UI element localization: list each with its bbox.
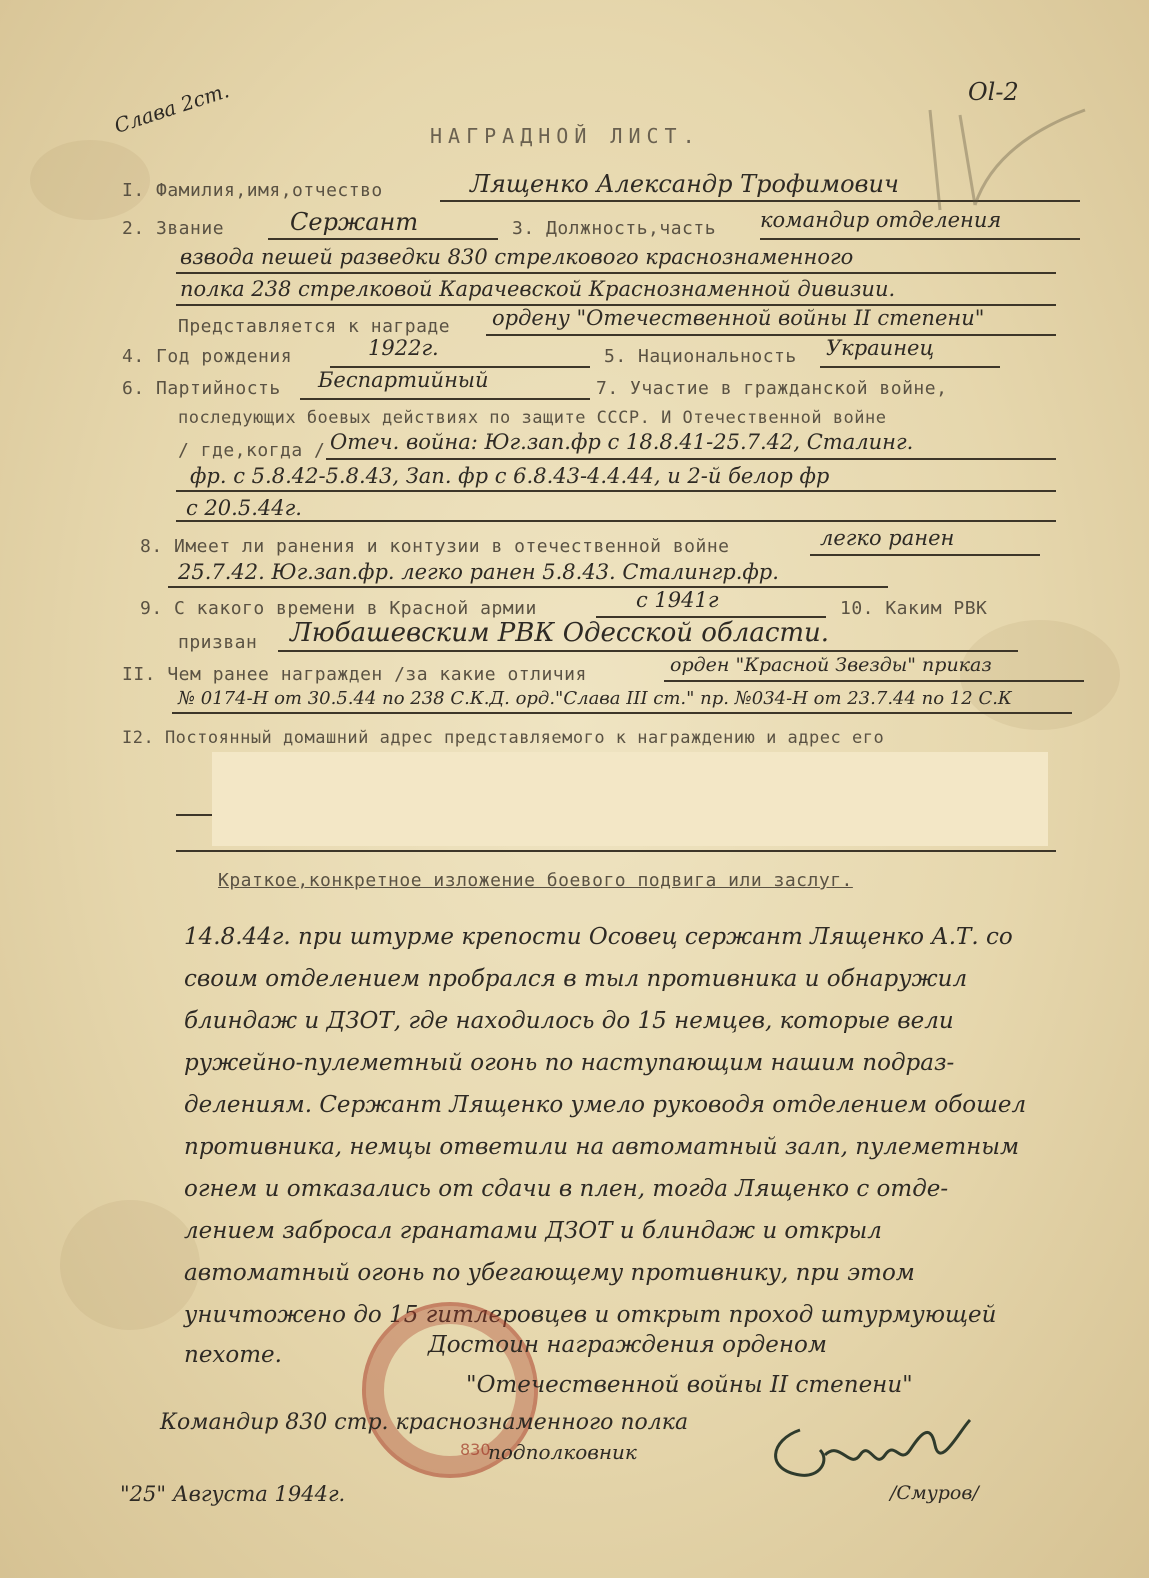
- underline: [326, 458, 1056, 460]
- underline: [486, 334, 1056, 336]
- underline: [168, 586, 888, 588]
- commander-name: /Смуров/: [890, 1482, 979, 1504]
- narrative-line: 14.8.44г. при штурме крепости Осовец сержант Лященко А.Т. со: [184, 924, 1013, 950]
- redacted-address: [212, 752, 1048, 846]
- field-label-drafted: призван: [178, 632, 258, 653]
- field-value-wounds-detail: 25.7.42. Юг.зап.фр. легко ранен 5.8.43. Сталингр.фр.: [178, 560, 779, 584]
- field-value-award: ордену "Отечественной войны II степени": [492, 306, 985, 330]
- section-title: Краткое,конкретное изложение боевого подвига или заслуг.: [218, 870, 853, 891]
- field-value-position-cont: взвода пешей разведки 830 стрелкового краснознаменного: [180, 245, 854, 269]
- field-value-prev-awards: орден "Красной Звезды" приказ: [670, 654, 992, 676]
- field-label-where: / где,когда /: [178, 440, 326, 461]
- field-label-rvk: 10. Каким РВК: [840, 598, 988, 619]
- narrative-line: пехоте.: [184, 1342, 282, 1368]
- field-value-service2: фр. с 5.8.42-5.8.43, Зап. фр с 6.8.43-4.4.44, и 2-й белор фр: [190, 464, 830, 488]
- underline: [176, 850, 1056, 852]
- field-label-position: 3. Должность,часть: [512, 218, 717, 239]
- underline: [172, 712, 1072, 714]
- corner-note-right: Ol-2: [968, 78, 1019, 106]
- field-label-prev-awards: II. Чем ранее награжден /за какие отличия: [122, 664, 587, 685]
- field-value-prev-awards-detail: № 0174-Н от 30.5.44 по 238 С.К.Д. орд."Слава III ст." пр. №034-Н от 23.7.44 по 12 С.К: [178, 688, 1012, 709]
- field-value-rank: Сержант: [290, 208, 419, 236]
- field-label-combat: последующих боевых действиях по защите СССР. И Отечественной войне: [178, 408, 887, 428]
- field-value-army-since: с 1941г: [636, 588, 719, 612]
- field-value-service1: Отеч. война: Юг.зап.фр с 18.8.41-25.7.42, Сталинг.: [330, 430, 914, 454]
- field-value-birthyear: 1922г.: [368, 336, 439, 360]
- underline: [278, 650, 1018, 652]
- commander-position: Командир 830 стр. краснознаменного полка: [160, 1410, 689, 1435]
- field-label-award: Представляется к награде: [178, 316, 451, 337]
- narrative-line: лением забросал гранатами ДЗОТ и блиндаж и открыл: [184, 1218, 882, 1244]
- field-value-position: командир отделения: [760, 208, 1002, 232]
- field-label-nationality: 5. Национальность: [604, 346, 797, 367]
- document-title: НАГРАДНОЙ ЛИСТ.: [430, 124, 701, 148]
- seal-text: 830: [460, 1440, 491, 1459]
- narrative-line: своим отделением пробрался в тыл противника и обнаружил: [184, 966, 968, 992]
- narrative-line: автоматный огонь по убегающему противнику, при этом: [184, 1260, 915, 1286]
- underline: [268, 238, 498, 240]
- underline: [176, 272, 1056, 274]
- narrative-line: уничтожено до 15 гитлеровцев и открыт проход штурмующей: [184, 1302, 997, 1328]
- handwritten-signature: [760, 1400, 980, 1490]
- field-value-name: Лященко Александр Трофимович: [470, 170, 899, 198]
- field-label-army-since: 9. С какого времени в Красной армии: [140, 598, 537, 619]
- underline: [820, 366, 1000, 368]
- underline: [176, 520, 1056, 522]
- narrative-line: блиндаж и ДЗОТ, где находилось до 15 немцев, которые вели: [184, 1008, 954, 1034]
- underline: [760, 238, 1080, 240]
- narrative-line: ружейно-пулеметный огонь по наступающим нашим подраз-: [184, 1050, 955, 1076]
- narrative-line: огнем и отказались от сдачи в плен, тогда Лященко с отде-: [184, 1176, 949, 1202]
- commander-rank: подполковник: [488, 1440, 637, 1464]
- underline: [176, 490, 1056, 492]
- underline: [300, 398, 590, 400]
- underline: [176, 814, 212, 816]
- underline: [664, 680, 1084, 682]
- narrative-line: делениям. Сержант Лященко умело руководя отделением обошел: [184, 1092, 1027, 1118]
- field-value-service3: с 20.5.44г.: [186, 496, 302, 520]
- paper-stain: [60, 1200, 200, 1330]
- field-label-civil-war: 7. Участие в гражданской войне,: [596, 378, 948, 399]
- field-value-party: Беспартийный: [318, 368, 489, 392]
- field-value-nationality: Украинец: [826, 336, 935, 360]
- corner-scribble: [900, 100, 1100, 220]
- field-value-position-cont: полка 238 стрелковой Карачевской Краснознаменной дивизии.: [180, 277, 896, 301]
- narrative-line: противника, немцы ответили на автоматный залп, пулеметным: [184, 1134, 1020, 1160]
- field-value-drafted: Любашевским РВК Одесской области.: [290, 618, 830, 648]
- document-date: "25" Августа 1944г.: [120, 1482, 346, 1506]
- corner-note-left: Слава 2ст.: [111, 78, 232, 138]
- conclusion-line: "Отечественной войны II степени": [466, 1372, 913, 1398]
- field-label-rank: 2. Звание: [122, 218, 225, 239]
- underline: [810, 554, 1040, 556]
- conclusion-line: Достоин награждения орденом: [428, 1332, 827, 1358]
- field-label-wounds: 8. Имеет ли ранения и контузии в отечественной войне: [140, 536, 730, 557]
- field-label-party: 6. Партийность: [122, 378, 281, 399]
- field-label-name: I. Фамилия,имя,отчество: [122, 180, 383, 201]
- field-label-address: I2. Постоянный домашний адрес представляемого к награждению и адрес его: [122, 728, 885, 748]
- field-label-birthyear: 4. Год рождения: [122, 346, 293, 367]
- field-value-wounds: легко ранен: [820, 526, 955, 550]
